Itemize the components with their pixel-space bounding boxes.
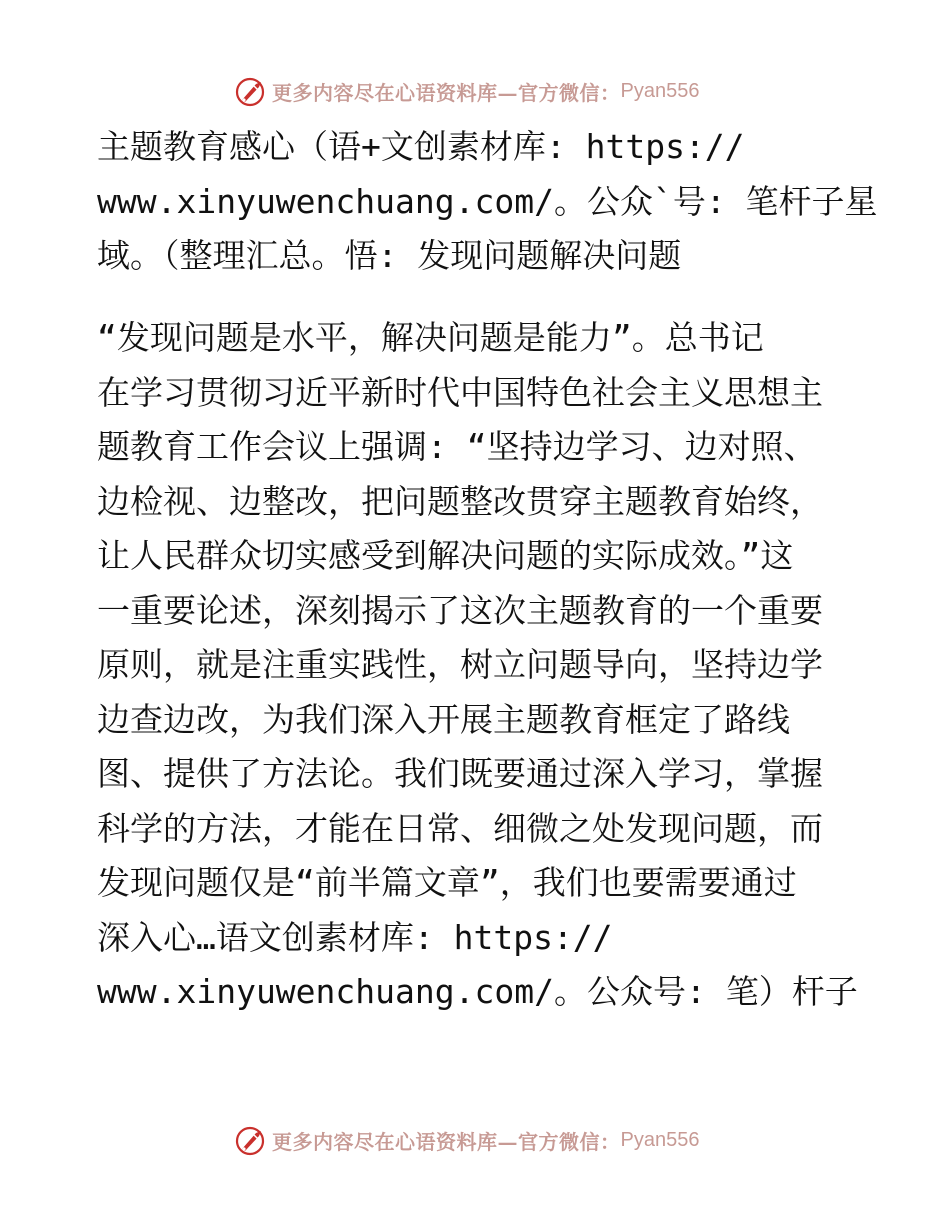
- text-line: 发现问题仅是“前半篇文章”，我们也要需要通过: [97, 863, 797, 902]
- footer-banner-content: [234, 1120, 699, 1160]
- text-line: 一重要论述，深刻揭示了这次主题教育的一个重要: [97, 590, 823, 630]
- text-line: “发现问题是水平，解决问题是能力”。总书记: [97, 318, 764, 357]
- text-line: 在学习贯彻习近平新时代中国特色社会主义思想主: [97, 372, 823, 412]
- text-line: www.xinyuwenchuang.com/。公众`号: 笔杆子星: [97, 181, 878, 221]
- text-line: 让人民群众切实感受到解决问题的实际成效。”这: [97, 536, 794, 575]
- text-line: 题教育工作会议上强调: “坚持边学习、边对照、: [97, 427, 817, 466]
- text-line: 科学的方法，才能在日常、细微之处发现问题，而: [97, 808, 823, 848]
- text-line: 图、提供了方法论。我们既要通过深入学习，掌握: [97, 754, 823, 793]
- header-banner-content: [234, 71, 699, 111]
- header-watermark-banner: [0, 71, 950, 111]
- text-line: 边查边改，为我们深入开展主题教育框定了路线: [97, 699, 790, 739]
- text-line: 深入心…语文创素材库: https://: [97, 917, 613, 957]
- text-line: 原则，就是注重实践性，树立问题导向，坚持边学: [97, 645, 823, 684]
- pen-nib-logo-icon: [234, 1123, 268, 1157]
- text-line: www.xinyuwenchuang.com/。公众号: 笔）杆子: [97, 972, 858, 1011]
- text-line: 主题教育感心（语+文创素材库: https://: [97, 127, 745, 166]
- text-line: 边检视、边整改，把问题整改贯穿主题教育始终，: [97, 481, 823, 521]
- footer-banner-text: 更多内容尽在心语资料库—官方微信：: [272, 1129, 621, 1154]
- footer-watermark-banner: [0, 1120, 950, 1160]
- footer-wechat-id: Pyan556: [620, 1128, 700, 1151]
- paragraph-body: [97, 311, 857, 1020]
- header-banner-text: 更多内容尽在心语资料库—官方微信：: [272, 80, 621, 105]
- paragraph-intro: [97, 120, 878, 284]
- header-wechat-id: Pyan556: [620, 79, 700, 102]
- text-line: 域。（整理汇总。悟: 发现问题解决问题: [97, 236, 682, 275]
- pen-nib-logo-icon: [234, 74, 268, 108]
